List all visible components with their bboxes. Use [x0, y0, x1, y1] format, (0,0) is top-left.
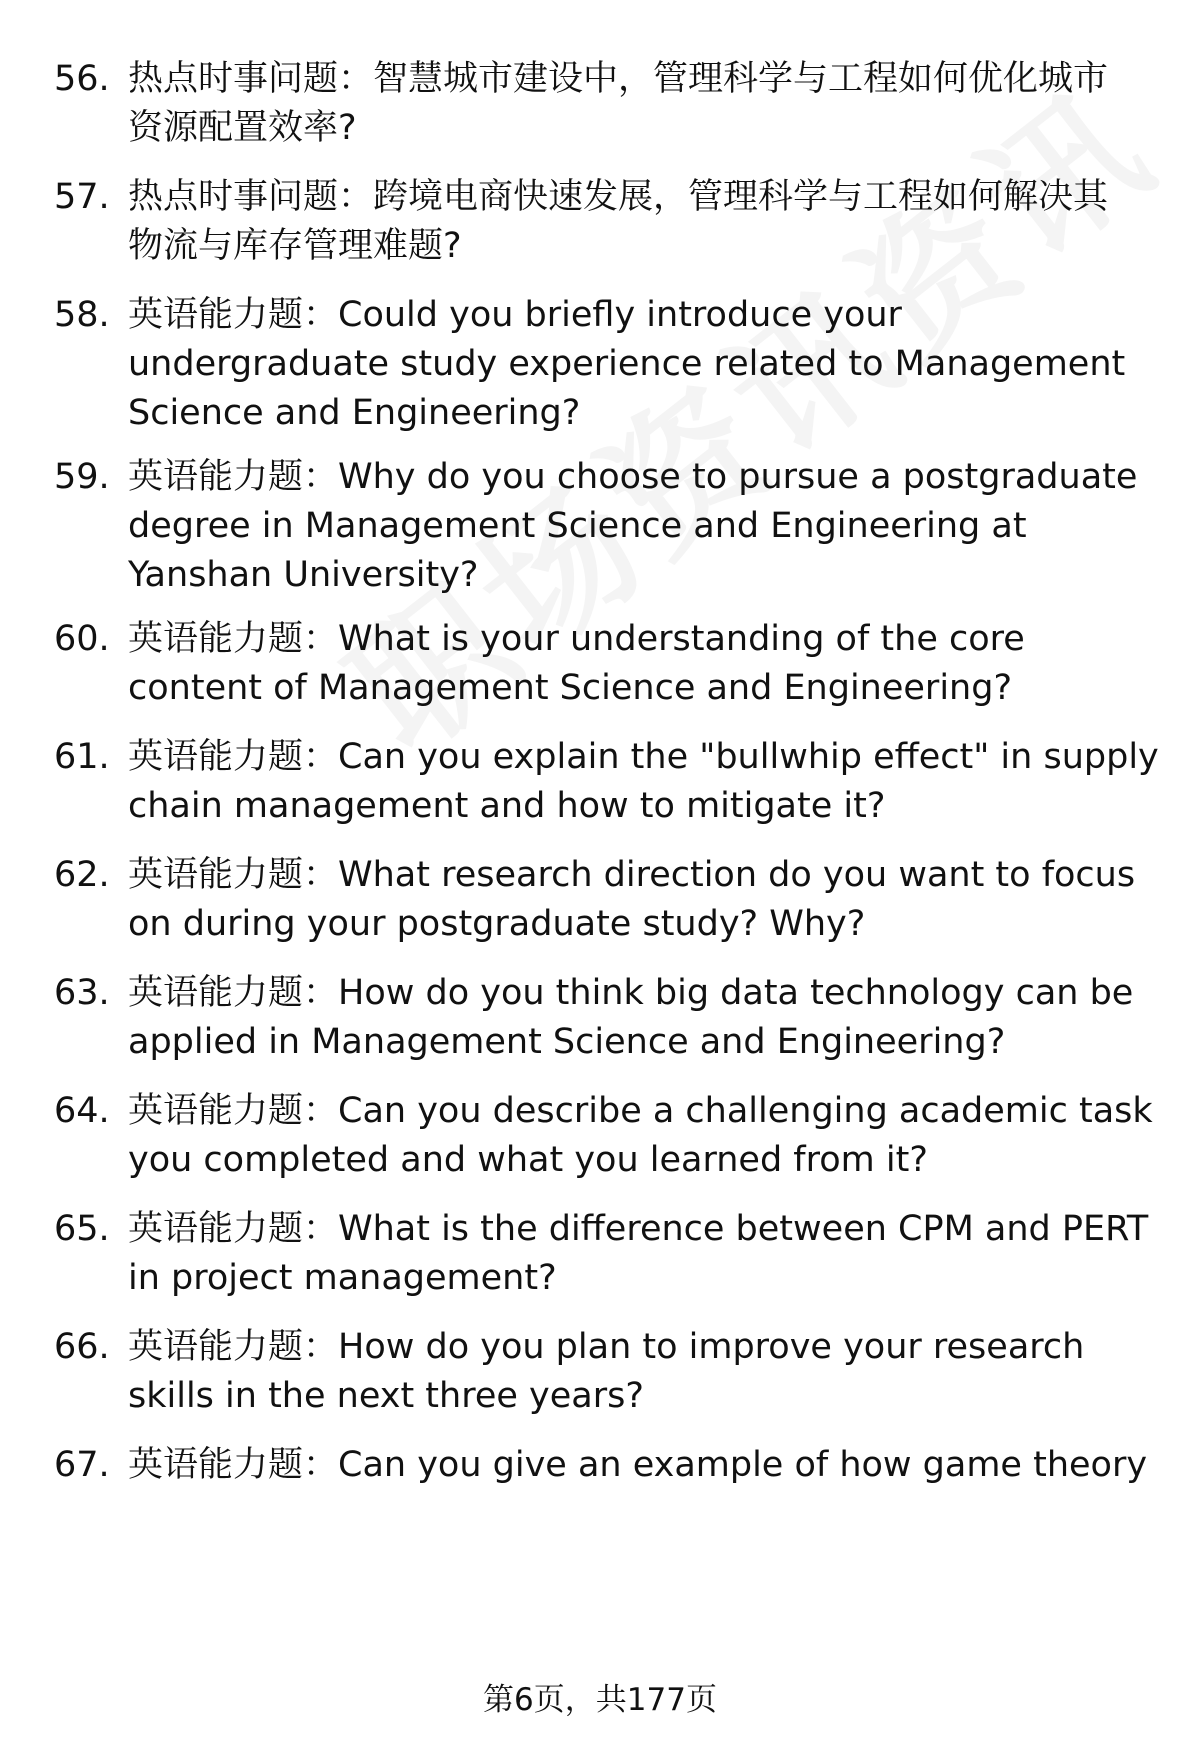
question-number: 64.: [54, 1091, 110, 1131]
question-text: [128, 969, 1200, 1067]
question-line: 英语能力题：How do you plan to improve your research: [128, 1327, 1085, 1367]
question-text: [128, 55, 1200, 153]
question-line: applied in Management Science and Engineering?: [128, 1022, 1006, 1062]
question-line: 英语能力题：Can you describe a challenging academic task: [128, 1091, 1153, 1131]
question-number: 66.: [54, 1327, 110, 1367]
page-number-footer: 第6页，共177页: [483, 1682, 717, 1718]
question-number: 63.: [54, 973, 110, 1013]
question-number: 61.: [54, 737, 110, 777]
question-line: degree in Management Science and Engineering at: [128, 506, 1027, 546]
question-number: 59.: [54, 457, 110, 497]
question-line: Science and Engineering?: [128, 393, 581, 433]
question-line: 资源配置效率?: [128, 108, 357, 148]
question-text: [128, 851, 1200, 949]
question-line: content of Management Science and Engineering?: [128, 668, 1013, 708]
question-number: 60.: [54, 619, 110, 659]
question-line: 英语能力题：What research direction do you want to focus: [128, 855, 1136, 895]
question-text: [128, 615, 1200, 713]
question-number: 58.: [54, 295, 110, 335]
question-line: 热点时事问题：跨境电商快速发展，管理科学与工程如何解决其: [128, 177, 1109, 217]
question-line: undergraduate study experience related to Management: [128, 344, 1126, 384]
question-number: 57.: [54, 177, 110, 217]
question-number: 65.: [54, 1209, 110, 1249]
question-number: 62.: [54, 855, 110, 895]
question-line: you completed and what you learned from it?: [128, 1140, 928, 1180]
question-line: 英语能力题：Can you give an example of how game theory: [128, 1445, 1148, 1485]
question-line: 英语能力题：What is the difference between CPM and PERT: [128, 1209, 1149, 1249]
question-number: 56.: [54, 59, 110, 99]
question-text: [128, 733, 1200, 831]
question-line: 英语能力题：What is your understanding of the core: [128, 619, 1025, 659]
question-line: 英语能力题：How do you think big data technology can be: [128, 973, 1134, 1013]
question-text: [128, 1087, 1200, 1185]
question-text: [128, 1205, 1200, 1303]
question-text: [128, 291, 1200, 438]
question-text: [128, 1323, 1200, 1421]
question-text: [128, 1441, 1200, 1490]
question-number: 67.: [54, 1445, 110, 1485]
question-line: chain management and how to mitigate it?: [128, 786, 886, 826]
question-line: on during your postgraduate study? Why?: [128, 904, 866, 944]
question-line: skills in the next three years?: [128, 1376, 644, 1416]
question-line: 物流与库存管理难题?: [128, 226, 462, 266]
question-line: 英语能力题：Can you explain the "bullwhip effect" in supply: [128, 737, 1159, 777]
question-line: Yanshan University?: [128, 555, 479, 595]
question-line: 英语能力题：Why do you choose to pursue a postgraduate: [128, 457, 1138, 497]
question-line: in project management?: [128, 1258, 557, 1298]
question-text: [128, 173, 1200, 271]
question-line: 英语能力题：Could you briefly introduce your: [128, 295, 902, 335]
question-text: [128, 453, 1200, 600]
question-line: 热点时事问题：智慧城市建设中，管理科学与工程如何优化城市: [128, 59, 1109, 99]
